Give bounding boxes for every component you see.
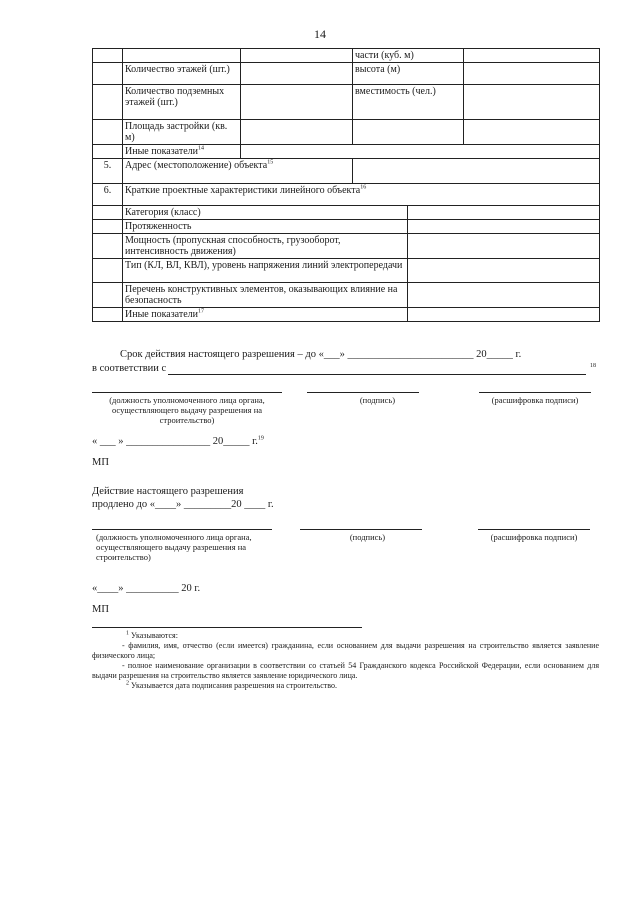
row6-num: 6. — [93, 184, 123, 206]
decoding-caption-2: (расшифровка подписи) — [490, 532, 578, 542]
row5-num: 5. — [93, 159, 123, 184]
underground-label: Количество подземных этажей (шт.) — [123, 85, 241, 120]
category-value[interactable] — [408, 206, 600, 220]
stamp-2: МП — [92, 604, 109, 615]
signature-date-2: «____» __________ 20 г. — [92, 583, 201, 594]
validity-line: Срок действия настоящего разрешения – до «___» ________________________ 20_____ г. — [120, 349, 522, 360]
extension-line2: продлено до «____» _________20 ____ г. — [92, 499, 274, 510]
validity-basis-label: в соответствии с — [92, 363, 167, 374]
page-number: 14 — [314, 27, 326, 41]
area-label: Площадь застройки (кв. м) — [123, 120, 241, 145]
signature-caption-2: (подпись) — [349, 532, 386, 542]
length-label: Протяженность — [123, 220, 408, 234]
stamp-1: МП — [92, 457, 109, 468]
extension-line1: Действие настоящего разрешения — [92, 486, 244, 497]
area-value[interactable] — [241, 120, 353, 145]
footnote-separator — [92, 627, 362, 628]
signature-date-1: « ___ » ________________ 20_____ г.$^{19}$ — [92, 435, 264, 447]
linear-title: Краткие проектные характеристики линейного объекта$^{16}$ — [123, 184, 600, 206]
line-type-value[interactable] — [408, 259, 600, 283]
footnotes: $^1$ Указываются: - фамилия, имя, отчество (если имеется) гражданина, если основанием для выдачи разрешения на строительство является заявление физического лица; - полное наименование организации в соответствии со статьей 54 Гражданского кодекса Российской Федерации, если основанием для выдачи разрешения на строительство является заявление юридического лица. $^2$ Указывается дата подписания разрешения на строительство. — [92, 630, 599, 690]
position-caption-2: (должность уполномоченного лица органа, осуществляющего выдачу разрешения на строительство) — [96, 532, 252, 562]
underground-value[interactable] — [241, 85, 353, 120]
capacity-value[interactable] — [464, 85, 600, 120]
power-label: Мощность (пропускная способность, грузооборот, интенсивность движения) — [123, 234, 408, 259]
height-label: высота (м) — [353, 63, 464, 85]
other1-label: Иные показатели$^{14}$ — [123, 145, 241, 159]
validity-basis-line[interactable] — [168, 374, 586, 375]
position-caption-1: (должность уполномоченного лица органа, осуществляющего выдачу разрешения на строительство) — [109, 395, 265, 425]
capacity-label: вместимость (чел.) — [353, 85, 464, 120]
elements-label: Перечень конструктивных элементов, оказывающих влияние на безопасность — [123, 283, 408, 308]
height-value[interactable] — [464, 63, 600, 85]
length-value[interactable] — [408, 220, 600, 234]
other1-value[interactable] — [241, 145, 600, 159]
address-value[interactable] — [353, 159, 600, 184]
num-cell — [93, 49, 123, 63]
other2-value[interactable] — [408, 308, 600, 322]
other2-label: Иные показатели$^{17}$ — [123, 308, 408, 322]
decoding-caption-1: (расшифровка подписи) — [491, 395, 579, 405]
volume-part-label: части (куб. м) — [353, 49, 464, 63]
validity-footnote: 18 — [590, 363, 596, 369]
category-label: Категория (класс) — [123, 206, 408, 220]
characteristics-table — [92, 48, 600, 322]
elements-value[interactable] — [408, 283, 600, 308]
floors-label: Количество этажей (шт.) — [123, 63, 241, 85]
signature-caption-1: (подпись) — [359, 395, 396, 405]
floors-value[interactable] — [241, 63, 353, 85]
line-type-label: Тип (КЛ, ВЛ, КВЛ), уровень напряжения линий электропередачи — [123, 259, 408, 283]
power-value[interactable] — [408, 234, 600, 259]
address-label: Адрес (местоположение) объекта$^{15}$ — [123, 159, 353, 184]
